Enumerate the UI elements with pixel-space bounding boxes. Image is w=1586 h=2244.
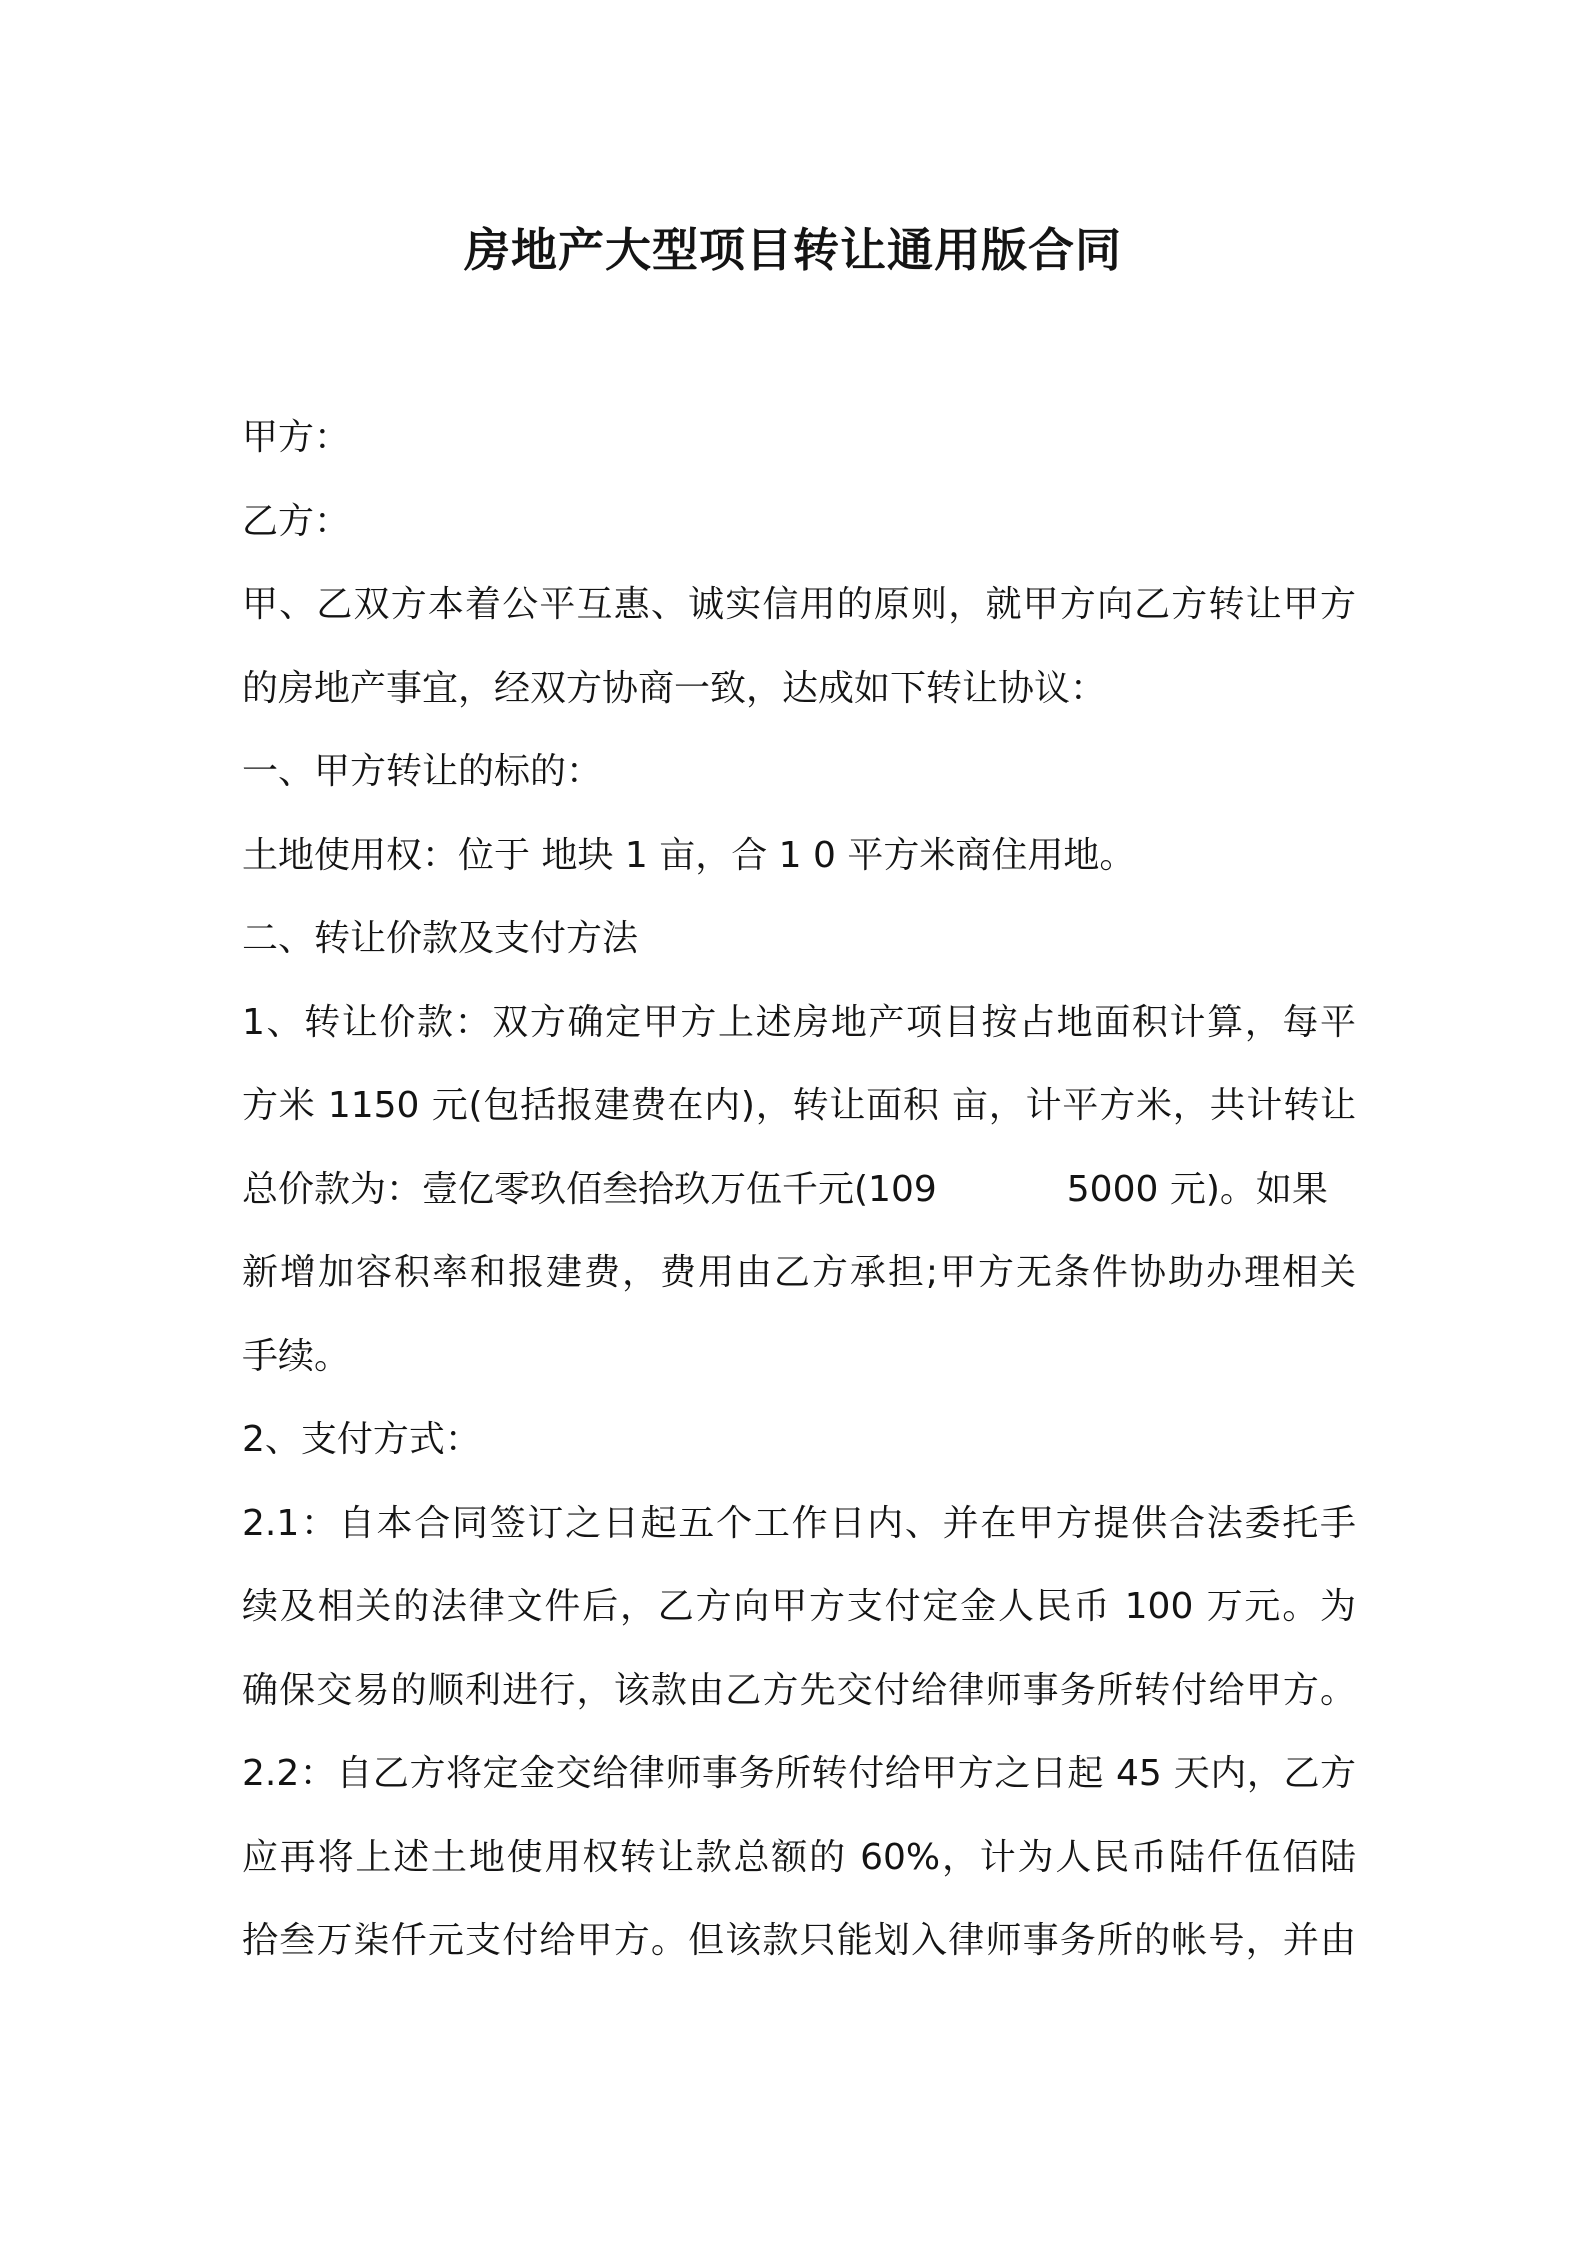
document-title: 房地产大型项目转让通用版合同 [464, 223, 1122, 277]
paragraph-line [242, 1148, 1356, 1232]
paragraph-line: 应再将上述土地使用权转让款总额的 60%，计为人民币陆仟伍佰陆 [242, 1836, 1356, 1878]
paragraph-line: 方米 1150 元(包括报建费在内)，转让面积 亩，计平方米，共计转让 [242, 1085, 1356, 1126]
paragraph-line: 1、转让价款：双方确定甲方上述房地产项目按占地面积计算，每平 [242, 1001, 1356, 1043]
paragraph-line: 2.1：自本合同签订之日起五个工作日内、并在甲方提供合法委托手 [242, 1502, 1356, 1544]
paragraph-line: 甲、乙双方本着公平互惠、诚实信用的原则，就甲方向乙方转让甲方 [242, 584, 1356, 625]
document-body [242, 396, 1356, 1983]
party-b-line: 乙方： [242, 500, 351, 542]
paragraph-line: 拾叁万柒仟元支付给甲方。但该款只能划入律师事务所的帐号，并由 [242, 1920, 1356, 1961]
paragraph-line: 续及相关的法律文件后，乙方向甲方支付定金人民币 100 万元。为 [242, 1586, 1356, 1627]
paragraph-line: 手续。 [242, 1335, 351, 1377]
paragraph-line: 土地使用权：位于 地块 1 亩，合 1 0 平方米商住用地。 [242, 834, 1136, 876]
section-heading: 2、支付方式： [242, 1419, 481, 1460]
paragraph-line: 新增加容积率和报建费，费用由乙方承担;甲方无条件协助办理相关 [242, 1252, 1356, 1293]
party-a-line: 甲方： [242, 417, 351, 458]
paragraph-line: 2.2：自乙方将定金交给律师事务所转付给甲方之日起 45 天内，乙方 [242, 1753, 1356, 1794]
section-heading: 二、转让价款及支付方法 [242, 918, 639, 959]
paragraph-line: 确保交易的顺利进行，该款由乙方先交付给律师事务所转付给甲方。 [242, 1669, 1356, 1711]
section-heading: 一、甲方转让的标的： [242, 751, 603, 792]
paragraph-line: 的房地产事宜，经双方协商一致，达成如下转让协议： [242, 667, 1107, 709]
price-text-part-2: 5000 元)。如果 [1066, 1168, 1328, 1210]
price-text-part-1: 总价款为：壹亿零玖佰叁拾玖万伍千元(109 [242, 1168, 937, 1210]
